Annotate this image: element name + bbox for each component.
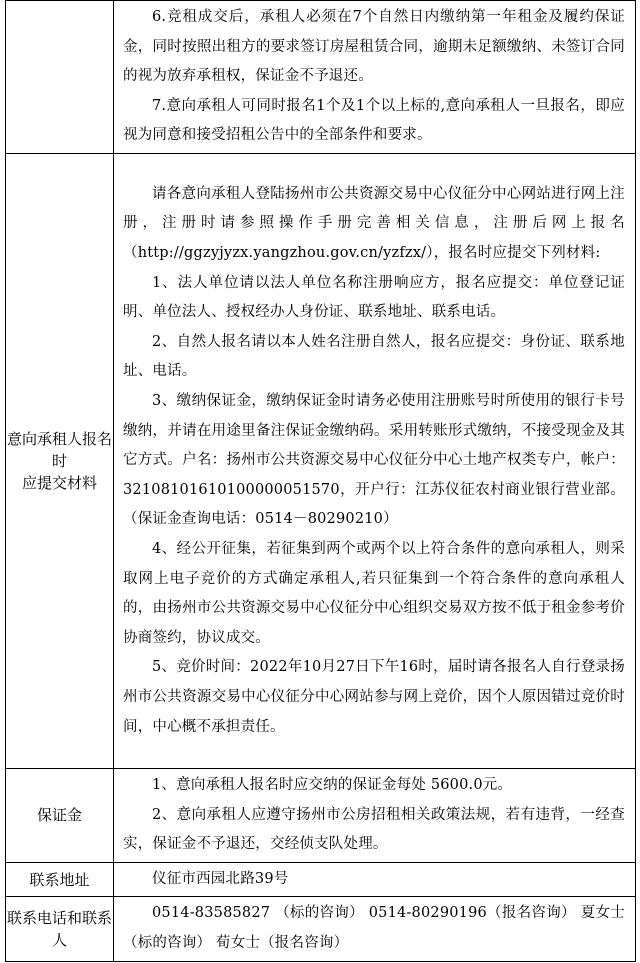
paragraph: 5、竞价时间：2022年10月27日下午16时，届时请各报名人自行登录扬州市公共资源交易中心仪征分中心网站参与网上竞价，因个人原因错过竞价时间，中心概不承担责任。 xyxy=(123,659,625,735)
row-label-contact xyxy=(6,897,114,961)
row-content-address xyxy=(114,862,636,897)
notice-table xyxy=(5,0,636,962)
label-line: 意向承租人报名 xyxy=(6,429,112,448)
row-content-contact xyxy=(114,897,636,961)
paragraph: 3、缴纳保证金，缴纳保证金时请务必使用注册账号时所使用的银行卡号缴纳，并请在用途里备注保证金缴纳码。采用转账形式缴纳，不接受现金及其它方式。户名：扬州市公共资源交易中心仪征分中心土地产权类专户，帐户：32108101610100000051570，开户行：江苏仪征农村商业银行营业部。（保证金查询电话：0514－80290210） xyxy=(123,392,625,528)
paragraph: 1、法人单位请以法人单位名称注册响应方，报名应提交：单位登记证明、单位法人、授权经办人身份证、联系地址、联系电话。 xyxy=(123,274,625,321)
paragraph: 0514-83585827 （标的咨询） 0514-80290196（报名咨询） 夏女士（标的咨询） 荀女士（报名咨询） xyxy=(123,905,625,951)
row-label-materials xyxy=(6,153,114,768)
label-line: 保证金 xyxy=(36,806,82,825)
paragraph: 7.意向承租人可同时报名1个及1个以上标的,意向承租人一旦报名，即应视为同意和接受招租公告中的全部条件和要求。 xyxy=(123,97,625,144)
table-row xyxy=(6,862,636,897)
label-line: 时 xyxy=(51,451,67,470)
paragraph: 4、经公开征集，若征集到两个或两个以上符合条件的意向承租人，则采取网上电子竞价的方式确定承租人,若只征集到一个符合条件的意向承租人的，由扬州市公共资源交易中心仪征分中心组织交易双方按不低于租金参考价协商签约，协议成交。 xyxy=(123,540,625,646)
row-label-address xyxy=(6,862,114,897)
table-row xyxy=(6,768,636,862)
row-content-materials xyxy=(114,153,636,768)
table-row xyxy=(6,1,636,154)
paragraph: 仪征市西园北路39号 xyxy=(152,870,289,887)
row-label-empty xyxy=(6,1,114,154)
table-row xyxy=(6,153,636,768)
table-row xyxy=(6,897,636,961)
row-label-deposit xyxy=(6,768,114,862)
paragraph: 2、自然人报名请以本人姓名注册自然人，报名应提交：身份证、联系地址、电话。 xyxy=(123,333,625,380)
label-line: 联系电话和联系 xyxy=(6,908,112,927)
label-line: 应提交材料 xyxy=(21,473,97,492)
label-line: 人 xyxy=(51,930,67,949)
paragraph: 2、意向承租人应遵守扬州市公房招租相关政策法规，若有违背，一经查实，保证金不予退还，交经侦支队处理。 xyxy=(123,806,625,853)
paragraph: 1、意向承租人报名时应交纳的保证金每处 5600.0元。 xyxy=(152,776,513,793)
label-line: 联系地址 xyxy=(29,870,90,889)
row-content-terms xyxy=(114,1,636,154)
paragraph: 请各意向承租人登陆扬州市公共资源交易中心仪征分中心网站进行网上注册，注册时请参照操作手册完善相关信息，注册后网上报名（http://ggzyjyzx.yangzhou.gov.cn/yzfzx/），报名时应提交下列材料: xyxy=(123,185,625,262)
paragraph: 6.竞租成交后，承租人必须在7个自然日内缴纳第一年租金及履约保证金，同时按照出租方的要求签订房屋租赁合同，逾期未足额缴纳、未签订合同的视为放弃承租权，保证金不予退还。 xyxy=(123,9,625,85)
row-content-deposit xyxy=(114,768,636,862)
